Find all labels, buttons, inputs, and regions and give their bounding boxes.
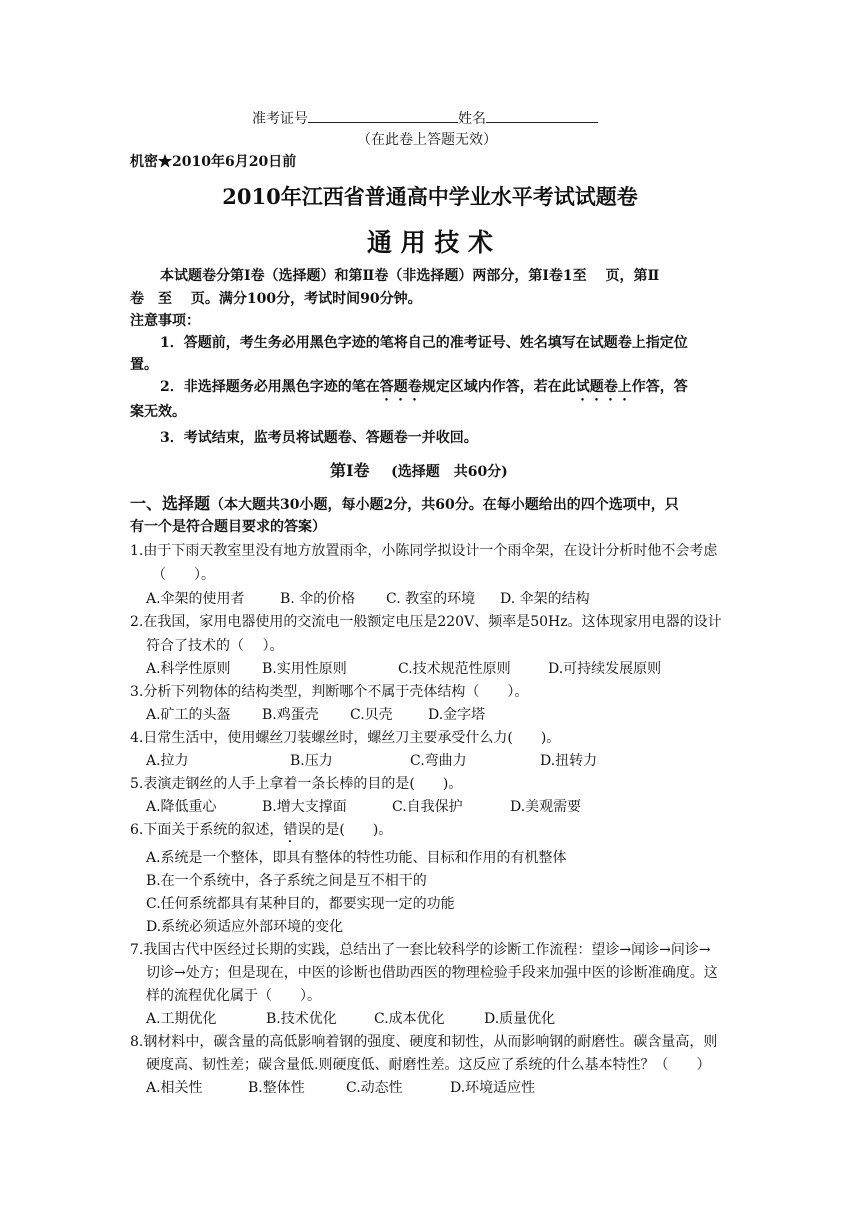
candidate-info-line [252,108,598,129]
section1-head: 一、选择题 [130,494,211,513]
q3-option-a[interactable]: A.矿工的头盔 [146,707,231,723]
q1-stem-line-2: （ ）。 [152,567,215,583]
q3-option-b[interactable]: B.鸡蛋壳 [262,707,319,723]
q1-option-d[interactable]: D. 伞架的结构 [500,591,590,607]
q8-option-d[interactable]: D.环境适应性 [450,1080,536,1096]
note-1-line-1: 1．答题前，考生务必用黑色字迹的笔将自己的准考证号、姓名填写在试题卷上指定位 [160,335,688,351]
q1-option-a[interactable]: A.伞架的使用者 [146,591,245,607]
q5-option-c[interactable]: C.自我保护 [392,799,463,815]
q2-option-c[interactable]: C.技术规范性原则 [398,661,511,677]
note-2-line-2: 案无效。 [130,404,186,420]
q8-option-a[interactable]: A.相关性 [146,1080,203,1096]
q2-option-b[interactable]: B.实用性原则 [262,661,347,677]
exam-title: 2010年江西省普通高中学业水平考试试题卷 [222,184,638,209]
q3-option-d[interactable]: D.金字塔 [428,707,486,723]
q8-option-c[interactable]: C.动态性 [346,1080,403,1096]
q2-option-a[interactable]: A.科学性原则 [146,661,231,677]
q8-stem-line-1: 8.钢材料中，碳含量的高低影响着钢的强度、硬度和韧性，从而影响钢的耐磨性。碳含量高，则 [130,1034,718,1050]
q6-stem-emphasis: 错 [283,822,298,838]
q6-option-b[interactable]: B.在一个系统中，各子系统之间是互不相干的 [146,873,427,889]
q4-option-c[interactable]: C.弯曲力 [410,753,467,769]
q3-option-c[interactable]: C.贝壳 [350,707,393,723]
note-2-emphasis-test-paper: 试题卷上 [575,379,632,395]
q5-option-b[interactable]: B.增大支撑面 [262,799,347,815]
exam-id-label: 准考证号 [252,111,308,127]
section1-desc-line-1 [130,494,679,515]
part1-heading [330,461,508,482]
q7-option-c[interactable]: C.成本优化 [374,1011,445,1027]
intro-line-1: 本试题卷分第Ⅰ卷（选择题）和第Ⅱ卷（非选择题）两部分，第Ⅰ卷1至 页，第Ⅱ [160,268,660,284]
secret-mark: 机密★2010年6月20日前 [130,154,297,170]
note-3: 3．考试结束，监考员将试题卷、答题卷一并收回。 [160,430,478,446]
q7-stem-line-3: 样的流程优化属于（ ）。 [146,988,321,1004]
q3-stem: 3.分析下列物体的结构类型，判断哪个不属于壳体结构（ ）。 [130,684,529,700]
q4-option-d[interactable]: D.扭转力 [540,753,598,769]
q7-stem-line-2: 切诊→处方；但是现在，中医的诊断也借助西医的物理检验手段来加强中医的诊断准确度。这 [146,965,718,981]
q1-option-b[interactable]: B. 伞的价格 [280,591,356,607]
q5-option-a[interactable]: A.降低重心 [146,799,217,815]
note-2-text-b: 规定区域内作答，若在此 [421,379,576,395]
note-2-text-a: 2．非选择题务必用黑色字迹的笔在 [160,379,380,395]
name-blank[interactable] [486,108,598,123]
note-2-emphasis-answer-sheet: 答题卷 [379,379,422,395]
section1-desc-a: （本大题共30小题，每小题2分，共60分。在每小题给出的四个选项中，只 [210,497,679,513]
subject-title: 通 用 技 术 [366,228,494,257]
q7-option-b[interactable]: B.技术优化 [266,1011,337,1027]
note-1-line-2: 置。 [130,357,158,373]
q7-stem-line-1: 7.我国古代中医经过长期的实践，总结出了一套比较科学的诊断工作流程：望诊→闻诊→问诊→ [130,942,711,958]
q5-option-d[interactable]: D.美观需要 [510,799,582,815]
notes-title: 注意事项： [130,313,200,329]
q6-option-c[interactable]: C.任何系统都具有某种目的，都要实现一定的功能 [146,896,455,912]
q6-option-d[interactable]: D.系统必须适应外部环境的变化 [146,919,344,935]
q7-option-a[interactable]: A.工期优化 [146,1011,217,1027]
q6-option-a[interactable]: A.系统是一个整体，即具有整体的特性功能、目标和作用的有机整体 [146,850,567,866]
q6-stem [130,820,392,846]
q1-stem-line-1: 1.由于下雨天教室里没有地方放置雨伞，小陈同学拟设计一个雨伞架，在设计分析时他不会考虑 [130,543,718,559]
q7-option-d[interactable]: D.质量优化 [484,1011,556,1027]
note-2-text-c: 作答，答 [631,379,688,395]
section1-desc-line-2: 有一个是符合题目要求的答案） [130,519,326,535]
q2-stem-line-1: 2.在我国，家用电器使用的交流电一般额定电压是220V、频率是50Hz。这体现家用电器的设计 [130,614,722,630]
note-2-line-1 [160,377,688,404]
q4-stem: 4.日常生活中，使用螺丝刀装螺丝时，螺丝刀主要承受什么力( )。 [130,730,561,746]
q8-option-b[interactable]: B.整体性 [248,1080,305,1096]
q6-stem-b: 误的是( )。 [297,822,393,838]
q2-option-d[interactable]: D.可持续发展原则 [548,661,662,677]
q4-option-b[interactable]: B.压力 [290,753,333,769]
q6-stem-a: 6.下面关于系统的叙述， [130,822,284,838]
q1-option-c[interactable]: C. 教室的环境 [386,591,476,607]
name-label: 姓名 [458,111,486,127]
q8-stem-line-2: 硬度高、韧性差；碳含量低.则硬度低、耐磨性差。这反应了系统的什么基本特性？（ ） [146,1057,711,1073]
q4-option-a[interactable]: A.拉力 [146,753,189,769]
part1-title: 第Ⅰ卷 [330,461,370,480]
q5-stem: 5.表演走钢丝的人手上拿着一条长棒的目的是( )。 [130,776,463,792]
invalid-note: （在此卷上答题无效） [357,132,497,148]
q2-stem-line-2: 符合了技术的（ ）。 [146,638,284,654]
part1-subtitle: (选择题 共60分) [391,464,508,480]
exam-id-blank[interactable] [308,108,458,123]
intro-line-2: 卷 至 页。满分100分，考试时间90分钟。 [130,291,422,307]
